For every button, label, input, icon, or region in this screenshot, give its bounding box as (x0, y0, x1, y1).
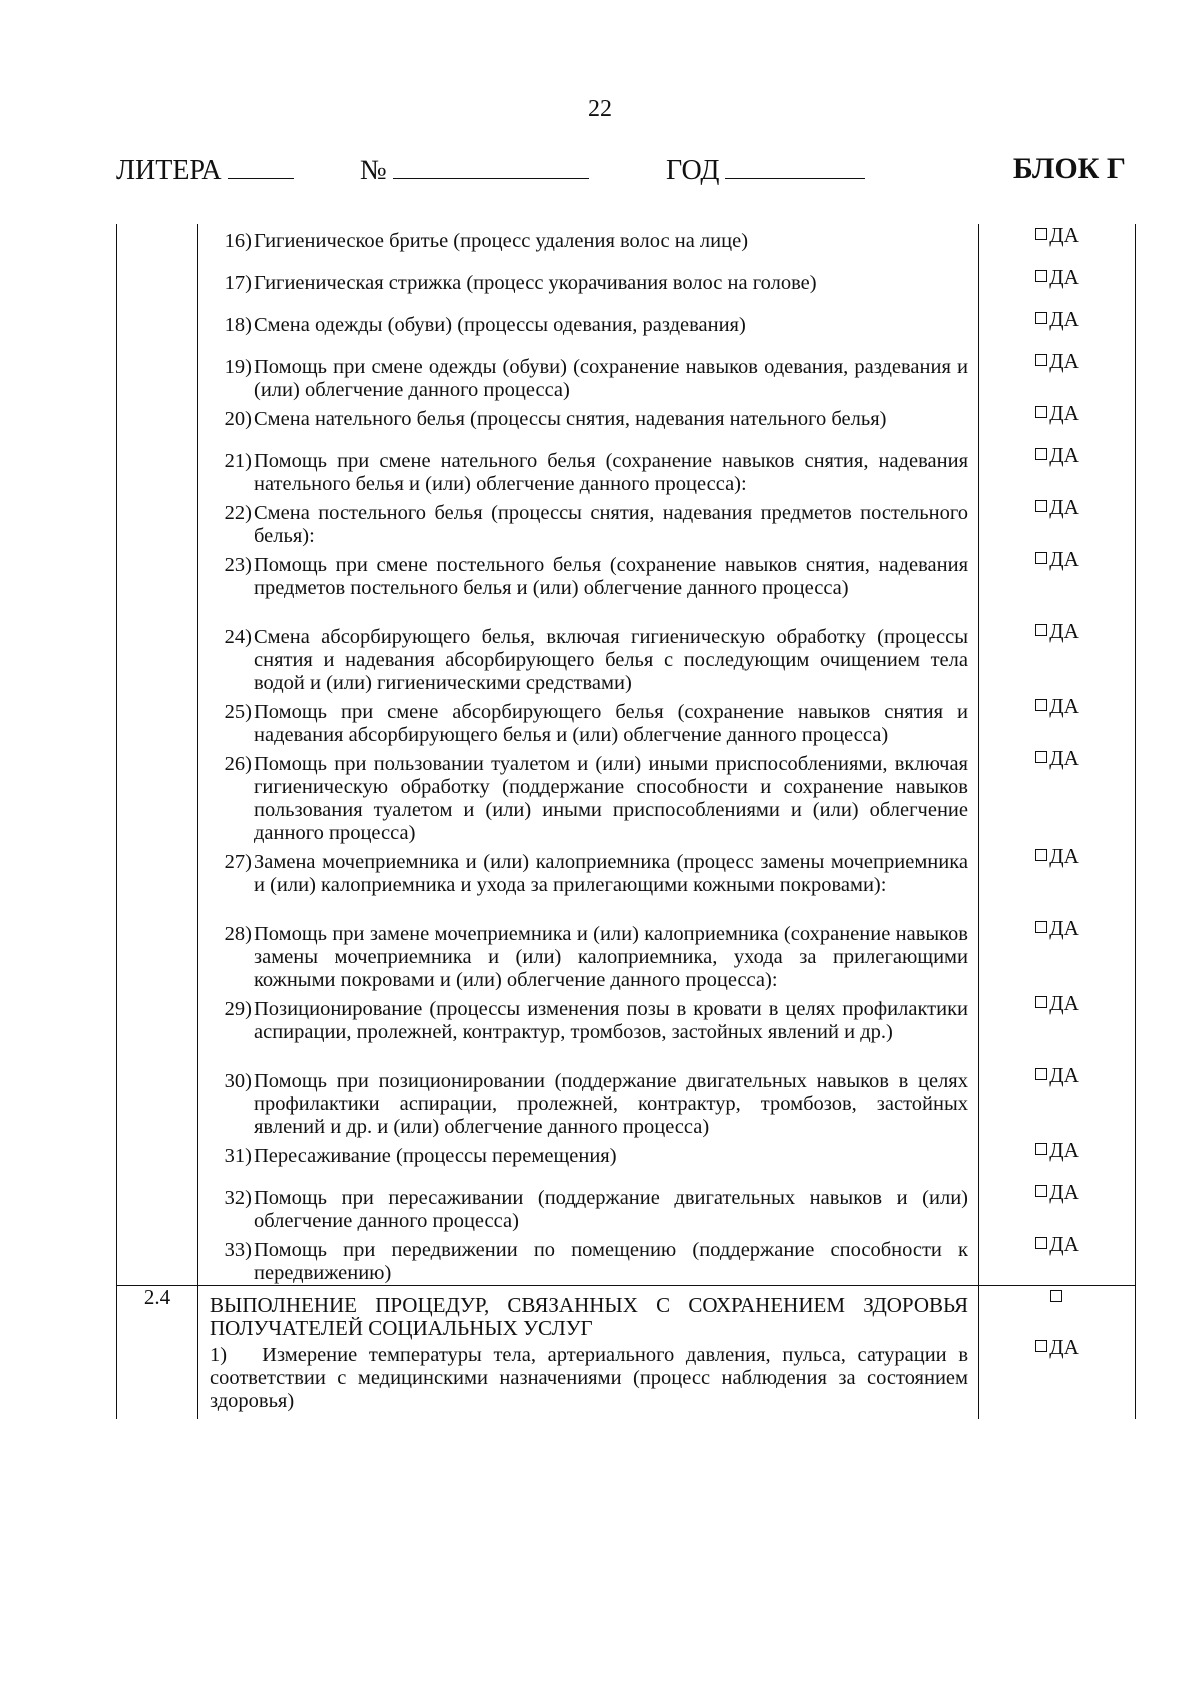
item-number: 30) (224, 1070, 252, 1092)
checkbox-yes[interactable] (1035, 1063, 1079, 1087)
row-check-cell (979, 1139, 1136, 1181)
row-text-cell (198, 917, 979, 992)
checkbox-label: ДА (1049, 746, 1079, 770)
checkbox-label: ДА (1049, 401, 1079, 425)
checkbox-yes[interactable] (1035, 916, 1079, 940)
section-title-cell (198, 1286, 979, 1420)
item-number: 18) (224, 314, 252, 336)
row-check-cell (979, 266, 1136, 308)
item-number: 24) (224, 626, 252, 648)
list-item (198, 1139, 978, 1168)
checkbox-label: ДА (1049, 619, 1079, 643)
checkbox-square-icon[interactable] (1035, 996, 1047, 1008)
row-text-cell (198, 402, 979, 444)
item-text: Смена абсорбирующего белья, включая гигиеническую обработку (процессы снятия и надевания абсорбирующего белья с последующим очищением тела водой и (или) гигиеническими средствами) (254, 626, 968, 694)
checkbox-square-icon[interactable] (1035, 624, 1047, 636)
checklist-table (116, 224, 1134, 1419)
list-item (198, 917, 978, 992)
row-check-cell (979, 496, 1136, 548)
item-number: 29) (224, 998, 252, 1020)
checklist-row (117, 266, 1136, 308)
item-number: 19) (224, 356, 252, 378)
spacer (227, 1344, 262, 1366)
checkbox-label: ДА (1049, 349, 1079, 373)
row-check-cell (979, 845, 1136, 917)
row-number-cell (117, 402, 198, 444)
checkbox-square-icon[interactable] (1035, 1143, 1047, 1155)
checklist-row (117, 350, 1136, 402)
checkbox-square-icon[interactable] (1035, 354, 1047, 366)
number-blank-line (393, 152, 589, 179)
row-text-cell (198, 747, 979, 845)
row-check-cell (979, 620, 1136, 695)
checklist-row (117, 992, 1136, 1064)
number-field (360, 152, 589, 187)
section-item-text: Измерение температуры тела, артериального давления, пульса, сатурации в соответствии с медицинскими назначениями (процесс наблюдения за состоянием здоровья) (210, 1344, 968, 1412)
row-number-cell (117, 350, 198, 402)
checkbox-square-icon[interactable] (1035, 1068, 1047, 1080)
checkbox-square-icon[interactable] (1035, 406, 1047, 418)
checkbox-yes[interactable] (1035, 307, 1079, 331)
row-number-cell (117, 620, 198, 695)
checkbox-label: ДА (1049, 844, 1079, 868)
checklist-row (117, 308, 1136, 350)
checklist-row (117, 695, 1136, 747)
list-item (198, 1233, 978, 1285)
item-number: 20) (224, 408, 252, 430)
row-text-cell (198, 1181, 979, 1233)
row-check-cell (979, 747, 1136, 845)
section-checkbox-wrap (979, 1286, 1135, 1336)
checklist-row (117, 620, 1136, 695)
checkbox-yes[interactable] (1050, 1285, 1064, 1309)
litera-label: ЛИТЕРА (116, 155, 222, 186)
litera-blank-line (228, 152, 294, 179)
checkbox-square-icon[interactable] (1035, 921, 1047, 933)
litera-field (116, 152, 294, 187)
checkbox-label: ДА (1049, 307, 1079, 331)
row-number-cell (117, 496, 198, 548)
list-item (198, 695, 978, 747)
item-text: Помощь при позиционировании (поддержание двигательных навыков в целях профилактики аспирации, пролежней, контрактур, тромбозов, застойных явлений и др. и (или) облегчение данного процесса) (254, 1070, 968, 1138)
row-number-cell (117, 747, 198, 845)
checkbox-yes[interactable] (1035, 746, 1079, 770)
checkbox-square-icon[interactable] (1035, 500, 1047, 512)
checkbox-square-icon[interactable] (1035, 1340, 1047, 1352)
row-number-cell (117, 695, 198, 747)
checklist-row (117, 1064, 1136, 1139)
checkbox-yes[interactable] (1035, 694, 1079, 718)
row-number-cell (117, 1064, 198, 1139)
checkbox-label: ДА (1049, 223, 1079, 247)
row-check-cell (979, 1064, 1136, 1139)
checkbox-yes[interactable] (1035, 1138, 1079, 1162)
item-number: 33) (224, 1239, 252, 1261)
row-text-cell (198, 266, 979, 308)
row-text-cell (198, 620, 979, 695)
checkbox-label: ДА (1049, 1180, 1079, 1204)
list-item (198, 548, 978, 600)
list-item (198, 845, 978, 897)
checkbox-label: ДА (1049, 916, 1079, 940)
list-item (198, 224, 978, 253)
list-item (198, 444, 978, 496)
checkbox-yes[interactable] (1035, 401, 1079, 425)
checkbox-label: ДА (1049, 991, 1079, 1015)
section-item-number: 1) (210, 1344, 228, 1366)
item-number: 31) (224, 1145, 252, 1167)
checkbox-label: ДА (1049, 443, 1079, 467)
checkbox-label: ДА (1049, 694, 1079, 718)
checklist-row (117, 917, 1136, 992)
row-number-cell (117, 992, 198, 1064)
checklist-row (117, 402, 1136, 444)
list-item (198, 266, 978, 295)
row-number-cell (117, 1233, 198, 1286)
section-check-cell (979, 1286, 1136, 1420)
item-text: Помощь при пересаживании (поддержание двигательных навыков и (или) облегчение данного процесса) (254, 1187, 968, 1232)
row-text-cell (198, 496, 979, 548)
row-check-cell (979, 308, 1136, 350)
checkbox-square-icon[interactable] (1035, 448, 1047, 460)
checkbox-label: ДА (1049, 1335, 1079, 1359)
item-text: Гигиеническая стрижка (процесс укорачивания волос на голове) (254, 272, 817, 294)
item-number: 17) (224, 272, 252, 294)
checkbox-yes[interactable] (1035, 223, 1079, 247)
checklist-row (117, 1181, 1136, 1233)
row-text-cell (198, 350, 979, 402)
checkbox-yes[interactable] (1035, 495, 1079, 519)
section-title: ВЫПОЛНЕНИЕ ПРОЦЕДУР, СВЯЗАННЫХ С СОХРАНЕНИЕМ ЗДОРОВЬЯ ПОЛУЧАТЕЛЕЙ СОЦИАЛЬНЫХ УСЛУГ (210, 1293, 968, 1340)
section-number: 2.4 (117, 1286, 198, 1420)
list-item (198, 620, 978, 695)
item-text: Смена постельного белья (процессы снятия, надевания предметов постельного белья): (254, 502, 968, 547)
list-item (198, 402, 978, 431)
checklist-row (117, 444, 1136, 496)
year-blank-line (725, 152, 865, 179)
checkbox-yes[interactable] (1035, 1232, 1079, 1256)
row-check-cell (979, 548, 1136, 620)
row-number-cell (117, 308, 198, 350)
row-check-cell (979, 402, 1136, 444)
checkbox-square-icon[interactable] (1050, 1290, 1062, 1302)
checklist-row (117, 747, 1136, 845)
row-text-cell (198, 992, 979, 1064)
checkbox-yes[interactable] (1035, 547, 1079, 571)
form-header (116, 152, 1126, 192)
checklist-row (117, 845, 1136, 917)
checkbox-yes[interactable] (1035, 619, 1079, 643)
list-item (198, 1064, 978, 1139)
item-text: Помощь при передвижении по помещению (поддержание способности к передвижению) (254, 1239, 968, 1284)
row-text-cell (198, 444, 979, 496)
item-number: 16) (224, 230, 252, 252)
list-item (198, 350, 978, 402)
checklist-row (117, 1139, 1136, 1181)
checkbox-square-icon[interactable] (1035, 849, 1047, 861)
checkbox-label: ДА (1049, 1063, 1079, 1087)
list-item (198, 1181, 978, 1233)
item-text: Позиционирование (процессы изменения позы в кровати в целях профилактики аспирации, пролежней, контрактур, тромбозов, застойных явлений и др.) (254, 998, 968, 1043)
checkbox-square-icon[interactable] (1035, 312, 1047, 324)
checklist-row (117, 496, 1136, 548)
checkbox-square-icon[interactable] (1035, 270, 1047, 282)
item-number: 27) (224, 851, 252, 873)
block-label: БЛОК Г (1012, 152, 1126, 185)
section-row (117, 1286, 1136, 1420)
item-number: 28) (224, 923, 252, 945)
item-number: 23) (224, 554, 252, 576)
row-number-cell (117, 1181, 198, 1233)
row-number-cell (117, 266, 198, 308)
row-check-cell (979, 992, 1136, 1064)
checkbox-yes[interactable] (1035, 991, 1079, 1015)
list-item (198, 992, 978, 1044)
checkbox-label: ДА (1049, 495, 1079, 519)
row-text-cell (198, 224, 979, 266)
item-number: 32) (224, 1187, 252, 1209)
item-text: Помощь при смене одежды (обуви) (сохранение навыков одевания, раздевания и (или) облегчение данного процесса) (254, 356, 968, 401)
row-text-cell (198, 1139, 979, 1181)
checkbox-label: ДА (1049, 265, 1079, 289)
row-text-cell (198, 548, 979, 620)
checkbox-yes[interactable] (1035, 844, 1079, 868)
year-field (666, 152, 865, 187)
checkbox-label: ДА (1049, 1138, 1079, 1162)
row-text-cell (198, 695, 979, 747)
row-text-cell (198, 308, 979, 350)
row-check-cell (979, 350, 1136, 402)
checkbox-yes[interactable] (1035, 1180, 1079, 1204)
row-check-cell (979, 1233, 1136, 1286)
checkbox-square-icon[interactable] (1035, 1185, 1047, 1197)
item-text: Помощь при замене мочеприемника и (или) калоприемника (сохранение навыков замены мочеприемника и (или) калоприемника, ухода за прилегающими кожными покровами и (или) облегчение данного процесса): (254, 923, 968, 991)
page-number: 22 (588, 96, 612, 122)
row-check-cell (979, 224, 1136, 266)
item-text: Помощь при смене нательного белья (сохранение навыков снятия, надевания нательного белья и (или) облегчение данного процесса): (254, 450, 968, 495)
checkbox-label: ДА (1049, 547, 1079, 571)
row-check-cell (979, 695, 1136, 747)
checkbox-square-icon[interactable] (1035, 552, 1047, 564)
row-text-cell (198, 1233, 979, 1286)
checklist-row (117, 224, 1136, 266)
row-number-cell (117, 444, 198, 496)
row-number-cell (117, 548, 198, 620)
number-label: № (360, 155, 387, 186)
section-item (198, 1340, 978, 1419)
list-item (198, 308, 978, 337)
checkbox-square-icon[interactable] (1035, 751, 1047, 763)
row-number-cell (117, 224, 198, 266)
row-check-cell (979, 1181, 1136, 1233)
list-item (198, 496, 978, 548)
year-label: ГОД (666, 155, 720, 186)
checklist-row (117, 548, 1136, 620)
item-text: Помощь при пользовании туалетом и (или) иными приспособлениями, включая гигиеническую обработку (поддержание способности и сохранение навыков пользования туалетом и (или) иными приспособлениями и (или) облегчение данного процесса) (254, 753, 968, 844)
row-check-cell (979, 917, 1136, 992)
row-number-cell (117, 1139, 198, 1181)
checkbox-square-icon[interactable] (1035, 228, 1047, 240)
row-check-cell (979, 444, 1136, 496)
checkbox-square-icon[interactable] (1035, 1237, 1047, 1249)
checkbox-yes[interactable] (1035, 443, 1079, 467)
list-item (198, 747, 978, 845)
item-text: Помощь при смене абсорбирующего белья (сохранение навыков снятия и надевания абсорбирующего белья и (или) облегчение данного процесса) (254, 701, 968, 746)
checkbox-yes[interactable] (1035, 349, 1079, 373)
checklist-row (117, 1233, 1136, 1286)
item-number: 26) (224, 753, 252, 775)
checkbox-yes[interactable] (1035, 265, 1079, 289)
checkbox-square-icon[interactable] (1035, 699, 1047, 711)
item-text: Пересаживание (процессы перемещения) (254, 1145, 617, 1167)
item-number: 25) (224, 701, 252, 723)
row-number-cell (117, 917, 198, 992)
row-number-cell (117, 845, 198, 917)
item-text: Помощь при смене постельного белья (сохранение навыков снятия, надевания предметов постельного белья и (или) облегчение данного процесса) (254, 554, 968, 599)
item-number: 21) (224, 450, 252, 472)
checkbox-label: ДА (1049, 1232, 1079, 1256)
item-number: 22) (224, 502, 252, 524)
item-text: Смена нательного белья (процессы снятия, надевания нательного белья) (254, 408, 887, 430)
row-text-cell (198, 1064, 979, 1139)
item-text: Гигиеническое бритье (процесс удаления волос на лице) (254, 230, 749, 252)
item-text: Смена одежды (обуви) (процессы одевания, раздевания) (254, 314, 746, 336)
row-text-cell (198, 845, 979, 917)
checkbox-yes[interactable] (1035, 1335, 1079, 1359)
item-text: Замена мочеприемника и (или) калоприемника (процесс замены мочеприемника и (или) калоприемника и ухода за прилегающими кожными покровами): (254, 851, 968, 896)
section-item-checkbox-wrap (979, 1336, 1135, 1359)
